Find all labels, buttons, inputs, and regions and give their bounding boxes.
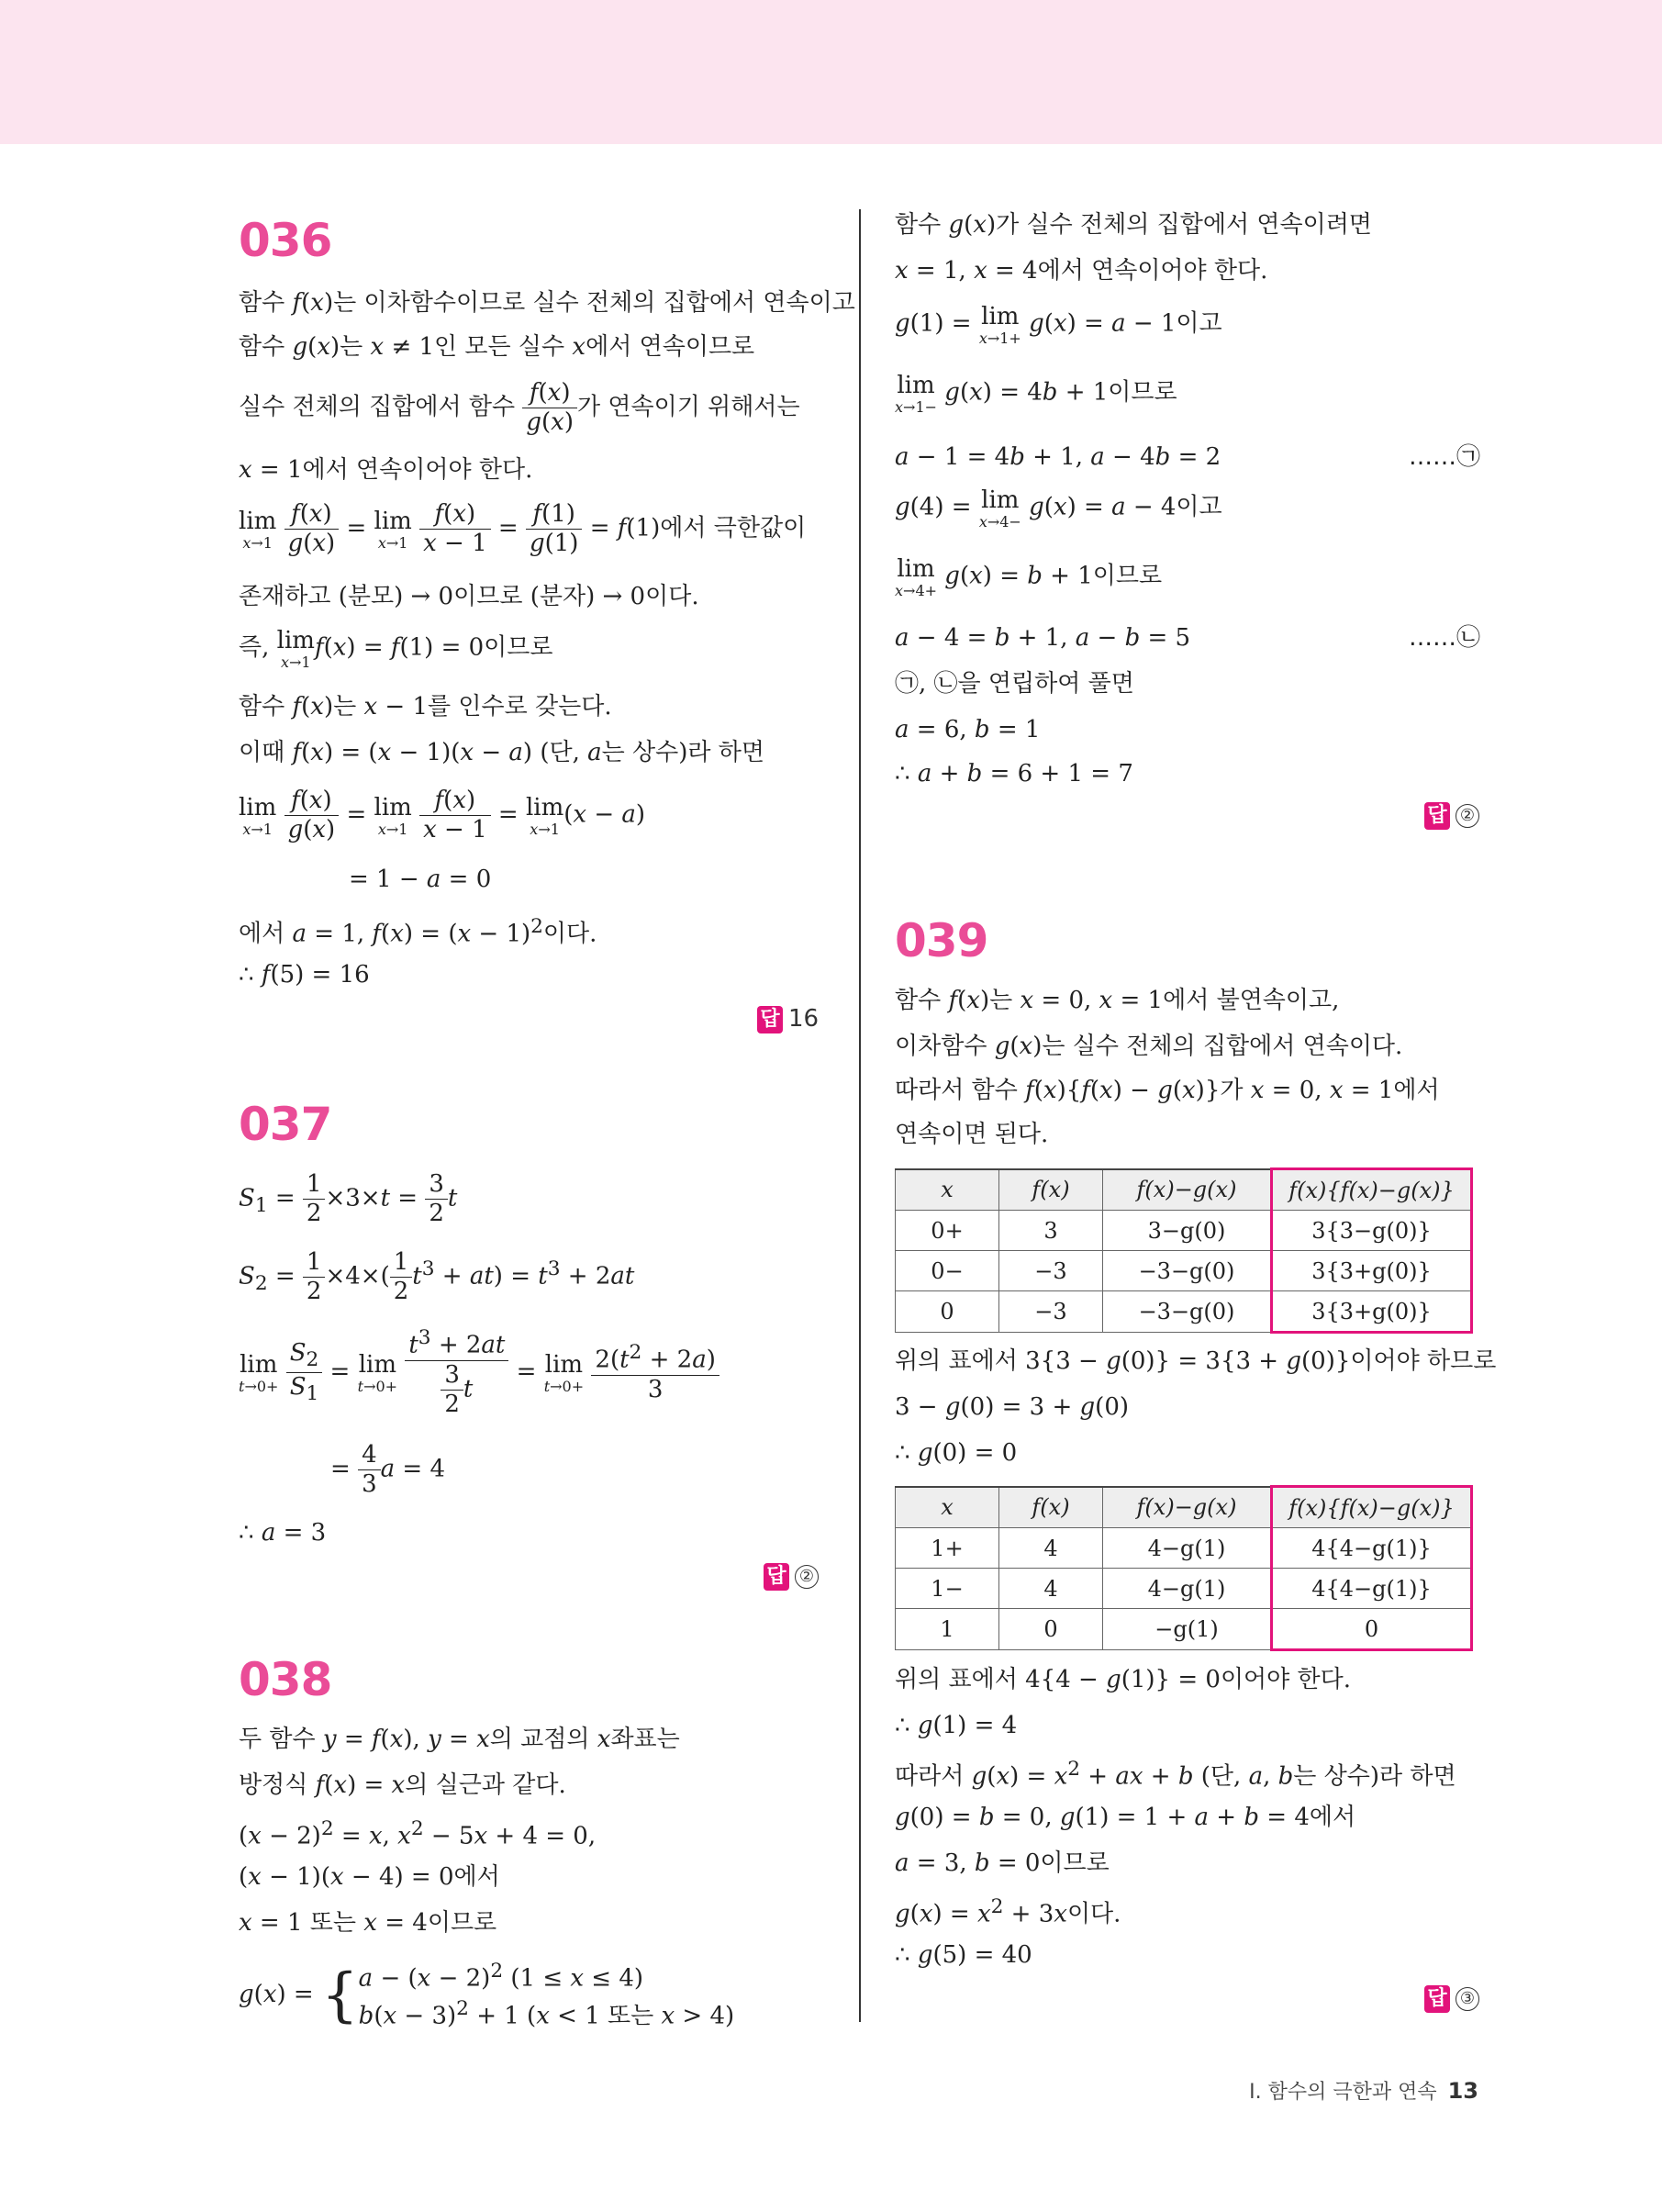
s036-line11: = 1 − a = 0 <box>349 866 492 893</box>
table-cell: 4−g(1) <box>1103 1528 1272 1569</box>
table-row <box>896 1211 1472 1251</box>
answer-039: 답 ③ <box>1424 1984 1479 2013</box>
table-cell: −g(1) <box>1103 1609 1272 1650</box>
table-cell: 3{3+g(0)} <box>1272 1291 1472 1333</box>
table-cell: 3{3+g(0)} <box>1272 1251 1472 1291</box>
table-cell: 1− <box>896 1569 999 1609</box>
s038-cont-line2: x = 1, x = 4에서 연속이어야 한다. <box>895 257 1268 285</box>
s038-label-1: ……㉠ <box>1409 443 1481 471</box>
s039-line2: 이차함수 g(x)는 실수 전체의 집합에서 연속이다. <box>895 1033 1403 1060</box>
s038-line4: (x − 1)(x − 4) = 0에서 <box>239 1863 500 1891</box>
problem-number-038: 038 <box>239 1653 332 1706</box>
table-cell: 1 <box>896 1609 999 1650</box>
s038-line1: 두 함수 y = f(x), y = x의 교점의 x좌표는 <box>239 1726 680 1753</box>
col-header: x <box>896 1487 999 1528</box>
s038-cont-line6: g(4) = lim x→4− g(x) = a − 4이고 <box>895 486 1222 531</box>
table-cell: 4{4−g(1)} <box>1272 1569 1472 1609</box>
s036-line9: 이때 f(x) = (x − 1)(x − a) (단, a는 상수)라 하면 <box>239 739 764 766</box>
table-cell: −3 <box>999 1251 1103 1291</box>
column-divider <box>859 209 861 2022</box>
s038-line3: $(x - 2)^2 = x$, $x^2 - 5x + 4 = 0$, <box>239 1817 597 1850</box>
s036-line7: 즉, lim x→1 f(x) = f(1) = 0이므로 <box>239 627 553 672</box>
s039-line8: 위의 표에서 4{4 − g(1)} = 0이어야 한다. <box>895 1666 1352 1693</box>
table-row <box>896 1291 1472 1333</box>
table-cell: −3 <box>999 1291 1103 1333</box>
table-cell: 0 <box>896 1291 999 1333</box>
col-header: f(x){f(x)−g(x)} <box>1272 1487 1472 1528</box>
header-band <box>0 0 1662 144</box>
s036-line1: 함수 f(x)는 이차함수이므로 실수 전체의 집합에서 연속이고 <box>239 289 855 317</box>
table-cell: 0− <box>896 1251 999 1291</box>
problem-number-036: 036 <box>239 214 332 267</box>
s039-line11: g(0) = b = 0, g(1) = 1 + a + b = 4에서 <box>895 1804 1356 1831</box>
table-cell: 4−g(1) <box>1103 1569 1272 1609</box>
problem-number-037: 037 <box>239 1098 332 1151</box>
s038-cont-line1: 함수 g(x)가 실수 전체의 집합에서 연속이려면 <box>895 211 1372 239</box>
s038-line6: g(x) = { $a - (x - 2)^2$ (1 ≤ x ≤ 4) $b(x - 3)^2 + 1$ (x < 1 또는 x > 4) <box>239 1960 735 2030</box>
s038-line2: 방정식 f(x) = x의 실근과 같다. <box>239 1771 566 1799</box>
s039-line1: 함수 f(x)는 x = 0, x = 1에서 불연속이고, <box>895 987 1340 1014</box>
s038-cont-line3: g(1) = lim x→1+ g(x) = a − 1이고 <box>895 303 1222 348</box>
table-cell: 0+ <box>896 1211 999 1251</box>
problem-number-039: 039 <box>895 914 988 967</box>
table-row <box>896 1528 1472 1569</box>
col-header: x <box>896 1169 999 1211</box>
s036-line4: x = 1에서 연속이어야 한다. <box>239 456 533 484</box>
page-number: 13 <box>1447 2078 1478 2104</box>
s038-cont-line7: lim x→4+ g(x) = b + 1이므로 <box>895 555 1163 600</box>
s036-line2: 함수 g(x)는 x ≠ 1인 모든 실수 x에서 연속이므로 <box>239 333 755 361</box>
table-row <box>896 1569 1472 1609</box>
table-039-2 <box>895 1485 1473 1651</box>
s037-line3: lim t→0+ $\frac{S_2}{S_1}$ = lim t→0+ $t^3 + 2at$ $\frac{3}{2}$ t = lim t→0+ $\frac{2(t^2 + 2a)}{3}$ <box>239 1326 719 1419</box>
s036-line6: 존재하고 (분모) → 0이므로 (분자) → 0이다. <box>239 583 699 610</box>
col-header: f(x)−g(x) <box>1103 1487 1272 1528</box>
table-cell: 4 <box>999 1569 1103 1609</box>
table-row <box>896 1609 1472 1650</box>
s036-line8: 함수 f(x)는 x − 1를 인수로 갖는다. <box>239 693 612 721</box>
table-cell: −3−g(0) <box>1103 1251 1272 1291</box>
table-cell: 1+ <box>896 1528 999 1569</box>
s039-line4: 연속이면 된다. <box>895 1121 1049 1148</box>
table-cell: 4 <box>999 1528 1103 1569</box>
table-header-row <box>896 1487 1472 1528</box>
s039-line13: $g(x) = x^2 + 3x$이다. <box>895 1895 1121 1928</box>
answer-038: 답 ② <box>1424 801 1479 830</box>
col-header: f(x){f(x)−g(x)} <box>1272 1169 1472 1211</box>
s037-line1: $S_1$ = $\frac{1}{2}$ ×3×t = $\frac{3}{2}$ t <box>239 1170 458 1228</box>
s039-line5: 위의 표에서 3{3 − g(0)} = 3{3 + g(0)}이어야 하므로 <box>895 1347 1497 1375</box>
s038-cont-line5: a − 1 = 4b + 1, a − 4b = 2 <box>895 443 1221 471</box>
s038-cont-line10: a = 6, b = 1 <box>895 716 1041 743</box>
table-cell: −3−g(0) <box>1103 1291 1272 1333</box>
s038-label-2: ……㉡ <box>1409 624 1481 652</box>
s036-line10: lim x→1 $\frac{f(x)}{g(x)}$ = lim x→1 $\frac{f(x)}{x - 1}$ = lim x→1 (x − a) <box>239 787 646 844</box>
s039-line7: ∴ g(0) = 0 <box>895 1439 1018 1467</box>
answer-036: 답 16 <box>757 1005 819 1033</box>
s036-line3: 실수 전체의 집합에서 함수 $\frac{f(x)}{g(x)}$ 가 연속이기 위해서는 <box>239 379 800 437</box>
s038-cont-line9: ㉠, ㉡을 연립하여 풀면 <box>895 670 1134 698</box>
s036-line12: 에서 a = 1, $f(x) = (x - 1)^2$이다. <box>239 915 597 948</box>
s036-line5: lim x→1 $\frac{f(x)}{g(x)}$ = lim x→1 $\frac{f(x)}{x - 1}$ = $\frac{f(1)}{g(1)}$ = f(1)에서 극한값이 <box>239 500 807 558</box>
s036-line13: ∴ f(5) = 16 <box>239 961 370 989</box>
table-cell: 0 <box>1272 1609 1472 1650</box>
s039-line14: ∴ g(5) = 40 <box>895 1941 1032 1969</box>
s039-line10: 따라서 $g(x) = x^2$ + ax + b (단, a, b는 상수)라 하면 <box>895 1758 1456 1791</box>
s038-line5: x = 1 또는 x = 4이므로 <box>239 1909 497 1937</box>
table-cell: 3{3−g(0)} <box>1272 1211 1472 1251</box>
table-cell: 3 <box>999 1211 1103 1251</box>
table-header-row <box>896 1169 1472 1211</box>
s038-cont-line8: a − 4 = b + 1, a − b = 5 <box>895 624 1191 652</box>
table-cell: 3−g(0) <box>1103 1211 1272 1251</box>
table-cell: 4{4−g(1)} <box>1272 1528 1472 1569</box>
col-header: f(x) <box>999 1487 1103 1528</box>
s039-line12: a = 3, b = 0이므로 <box>895 1849 1110 1877</box>
table-row <box>896 1251 1472 1291</box>
answer-037: 답 ② <box>764 1562 819 1591</box>
s038-cont-line4: lim x→1− g(x) = 4b + 1이므로 <box>895 372 1177 417</box>
s037-line4: = $\frac{4}{3}$ a = 4 <box>330 1441 445 1499</box>
s037-line5: ∴ a = 3 <box>239 1519 327 1547</box>
chapter-title: Ⅰ. 함수의 극한과 연속 <box>1249 2081 1437 2104</box>
s039-line6: 3 − g(0) = 3 + g(0) <box>895 1393 1130 1421</box>
s039-line9: ∴ g(1) = 4 <box>895 1712 1018 1739</box>
s039-line3: 따라서 함수 f(x){f(x) − g(x)}가 x = 0, x = 1에서 <box>895 1077 1440 1104</box>
s037-line2: $S_2$ = $\frac{1}{2}$ ×4×( $\frac{1}{2}$ $t^3 + at) = t^3 + 2at$ <box>239 1248 635 1306</box>
col-header: f(x) <box>999 1169 1103 1211</box>
table-cell: 0 <box>999 1609 1103 1650</box>
col-header: f(x)−g(x) <box>1103 1169 1272 1211</box>
s038-cont-line11: ∴ a + b = 6 + 1 = 7 <box>895 760 1133 788</box>
table-039-1 <box>895 1167 1473 1334</box>
page-footer <box>1249 2076 1478 2105</box>
